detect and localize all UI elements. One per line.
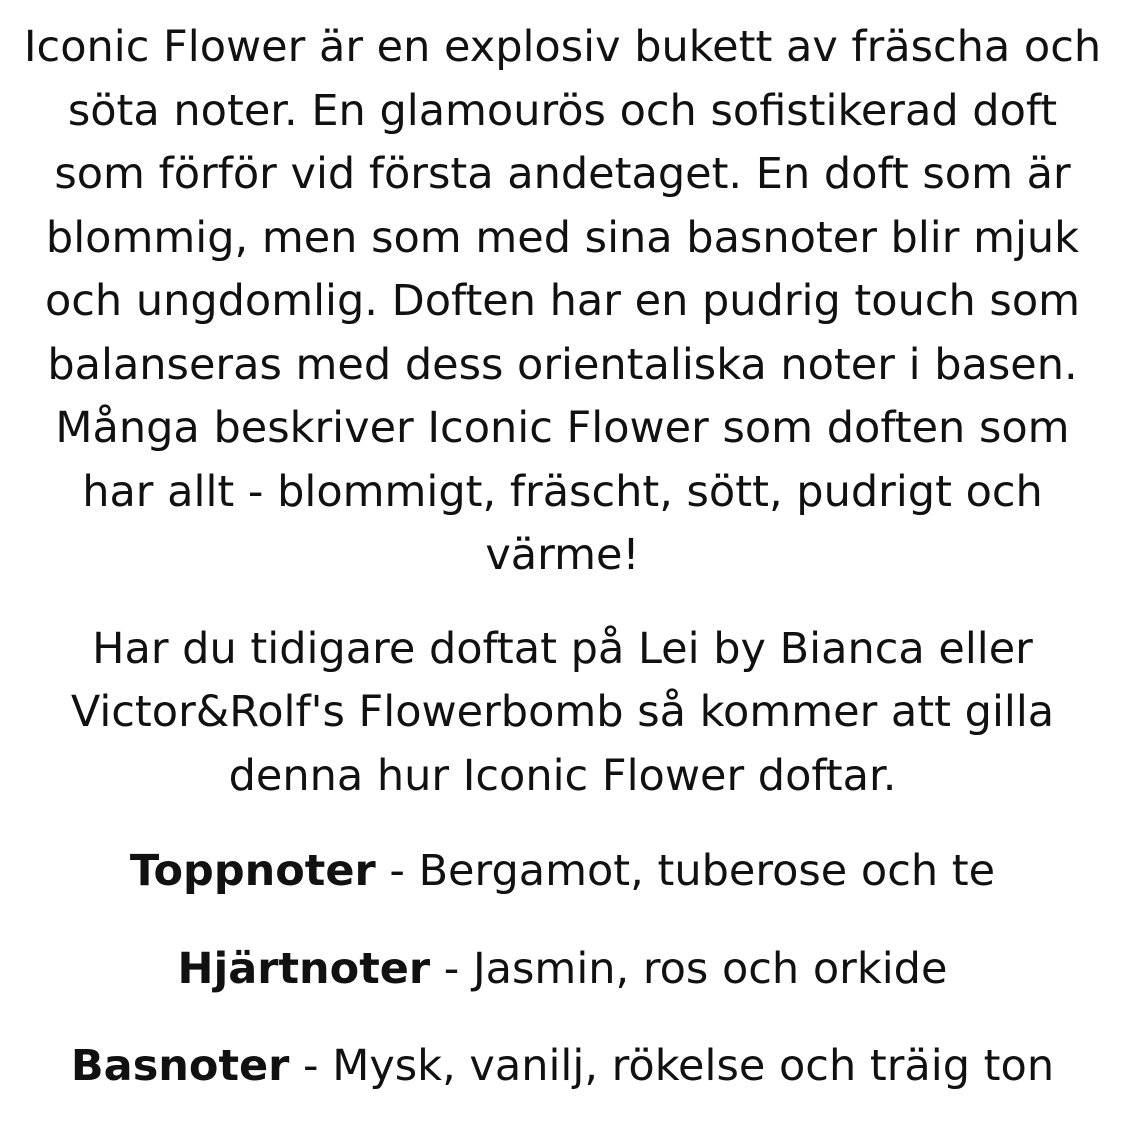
top-notes-line [20,840,1105,904]
heart-notes-line [20,938,1105,1002]
heart-notes-separator: - [430,943,473,994]
base-notes-label: Basnoter [70,1041,290,1091]
comparison-paragraph: Har du tidigare doftat på Lei by Bianca eller Victor&Rolf's Flowerbomb så kommer att gilla denna hur Iconic Flower doftar. [70,623,1055,801]
description-paragraph: Iconic Flower är en explosiv bukett av fräscha och söta noter. En glamourös och sofistikerad doft som förför vid första andetaget. En doft som är blommig, men som med sina basnoter blir mjuk och ungdomlig. Doften har en pudrig touch som balanseras med dess orientaliska noter i basen. Många beskriver Iconic Flower som doften som har allt - blommigt, fräscht, sött, pudrigt och värme! [23,22,1102,580]
top-notes-label: Toppnoter [129,846,376,896]
base-notes-separator: - [289,1041,333,1091]
heart-notes-label: Hjärtnoter [177,943,431,994]
top-notes-separator: - [375,846,419,896]
base-notes-value: Mysk, vanilj, rökelse och träig ton [332,1041,1055,1091]
base-notes-line [20,1035,1105,1099]
heart-notes-value: Jasmin, ros och orkide [473,943,948,994]
top-notes-value: Bergamot, tuberose och te [418,846,996,896]
